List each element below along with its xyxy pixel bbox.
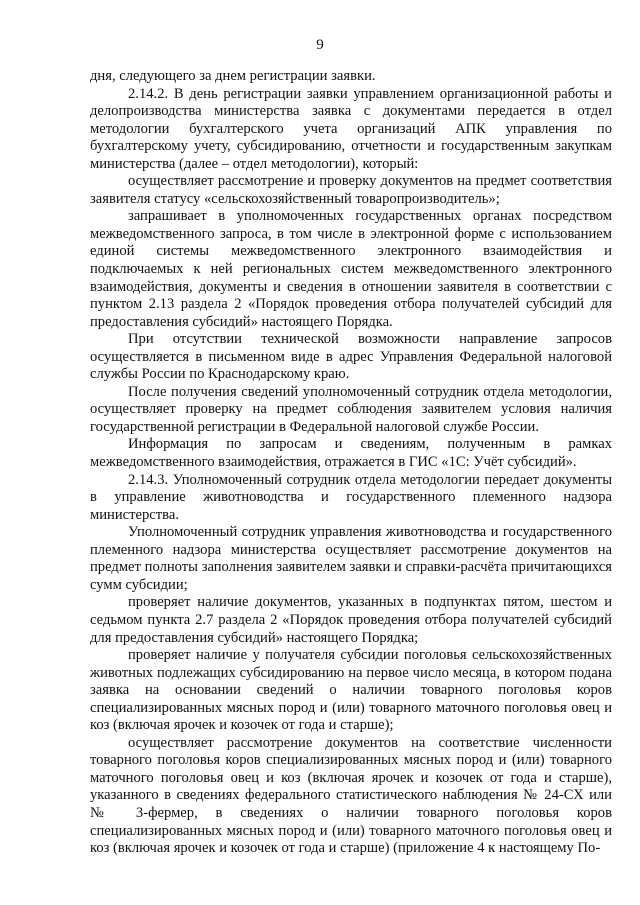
paragraph: проверяет наличие у получателя субсидии поголовья сельскохозяйственных животных подлежащих субсидированию на первое число месяца, в котором подана заявка на основании сведений о наличии товарного поголовья коров специализированных мясных пород и (или) товарного маточного поголовья овец и коз (включая ярочек и козочек от года и старше);: [90, 647, 612, 734]
paragraph: осуществляет рассмотрение документов на соответствие численности товарного поголовья коров специализированных мясных пород и (или) товарного маточного поголовья овец и коз (включая ярочек и козочек от года и старше), указанного в сведениях федерального статистического наблюдения № 24-СХ или № 3-фермер, в сведениях о наличии товарного поголовья коров специализированных мясных пород и (или) товарного маточного поголовья овец и коз (включая ярочек и козочек от года и старше) (приложение 4 к настоящему По-: [90, 734, 612, 857]
page-number: 9: [316, 37, 324, 53]
paragraph: дня, следующего за днем регистрации заявки.: [90, 68, 376, 84]
paragraph: Уполномоченный сотрудник управления животноводства и государственного племенного надзора министерства осуществляет рассмотрение документов на предмет полноты заполнения заявителем заявки и справки-расчёта причитающихся сумм субсидии;: [90, 524, 612, 593]
paragraph: После получения сведений уполномоченный сотрудник отдела методологии, осуществляет проверку на предмет соблюдения заявителем условия наличия государственной регистрации в Федеральной налоговой службе России.: [90, 383, 612, 435]
paragraph: При отсутствии технической возможности направление запросов осуществляется в письменном виде в адрес Управления Федеральной налоговой службы России по Краснодарскому краю.: [90, 331, 612, 383]
paragraph: запрашивает в уполномоченных государственных органах посредством межведомственного запроса, в том числе в электронной форме с использованием единой системы межведомственного электронного взаимодействия и подключаемых к ней региональных систем межведомственного электронного взаимодействия, документы и сведения в отношении заявителя в соответствии с пунктом 2.13 раздела 2 «Порядок проведения отбора получателей субсидий для предоставления субсидий» настоящего Порядка.: [90, 208, 612, 330]
paragraph: осуществляет рассмотрение и проверку документов на предмет соответствия заявителя статусу «сельскохозяйственный товаропроизводитель»;: [90, 173, 612, 207]
paragraph: 2.14.3. Уполномоченный сотрудник отдела методологии передает документы в управление животноводства и государственного племенного надзора министерства.: [90, 471, 612, 523]
paragraph: 2.14.2. В день регистрации заявки управлением организационной работы и делопроизводства министерства заявка с документами передается в отдел методологии бухгалтерского учета организаций АПК управления по бухгалтерскому учету, субсидированию, отчетности и государственным закупкам министерства (далее – отдел методологии), который:: [90, 85, 612, 172]
paragraph: Информация по запросам и сведениям, полученным в рамках межведомственного взаимодействия, отражается в ГИС «1С: Учёт субсидий».: [90, 436, 612, 471]
document-body: [90, 68, 612, 858]
paragraph: проверяет наличие документов, указанных в подпунктах пятом, шестом и седьмом пункта 2.7 раздела 2 «Порядок проведения отбора получателей субсидий для предоставления субсидий» настоящего Порядка;: [90, 594, 612, 646]
